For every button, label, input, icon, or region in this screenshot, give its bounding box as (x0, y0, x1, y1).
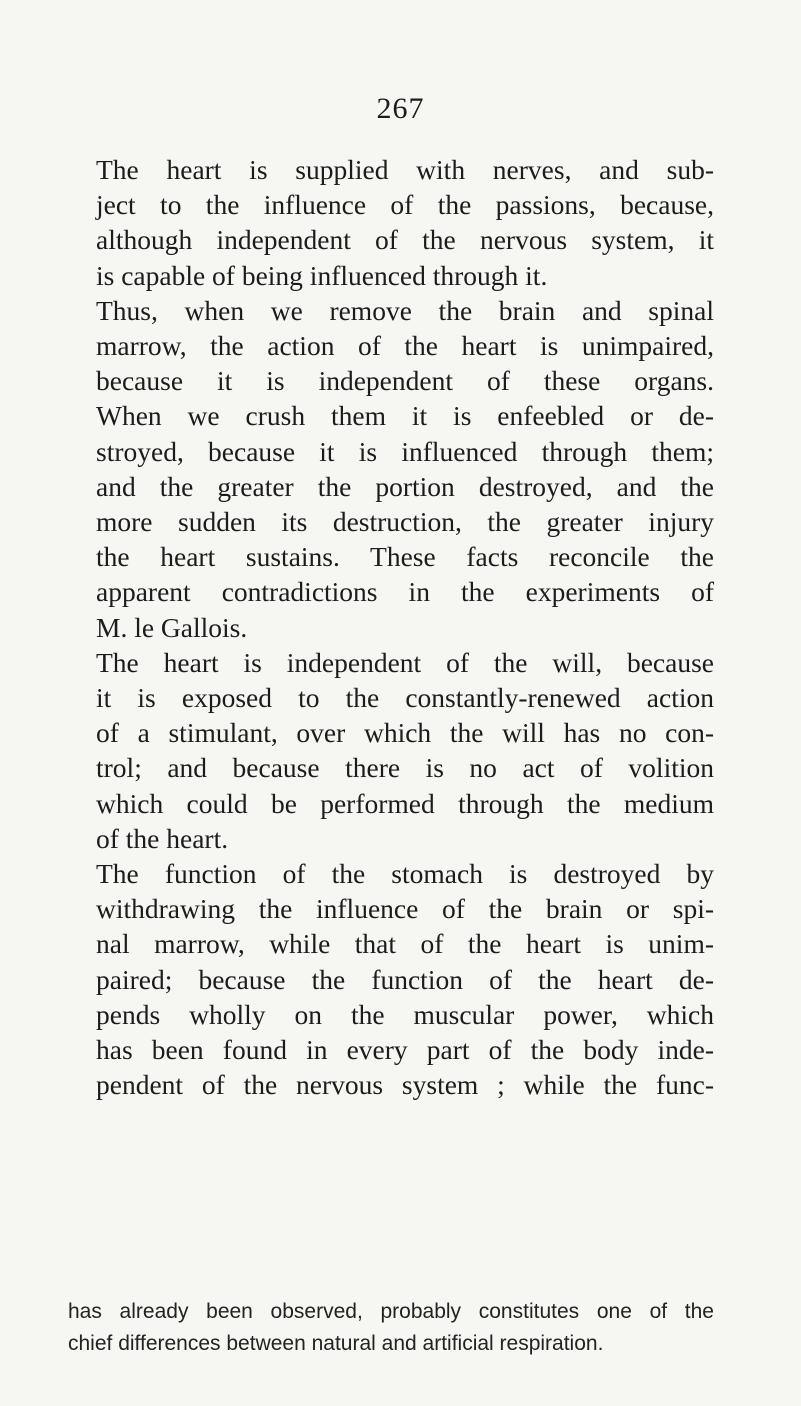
page-number: 267 (376, 92, 425, 125)
paragraph-1 (68, 152, 714, 293)
text-line: The heart is independent of the will, because (96, 646, 714, 678)
text-line: marrow, the action of the heart is unimpaired, (96, 330, 714, 362)
text-line: stroyed, because it is influenced through them; (96, 435, 714, 467)
body-text (68, 152, 714, 1102)
paragraph-2 (68, 293, 714, 645)
paragraph-3 (68, 645, 714, 856)
text-line: it is exposed to the constantly-renewed action (96, 682, 714, 714)
text-line: the heart sustains. These facts reconcile the (96, 541, 714, 573)
text-line: has been found in every part of the body inde- (96, 1034, 714, 1066)
text-line: pends wholly on the muscular power, which (96, 998, 714, 1030)
text-line: withdrawing the influence of the brain or spi- (96, 893, 714, 925)
text-line: more sudden its destruction, the greater injury (96, 506, 714, 538)
footnote-line: has already been observed, probably constitutes one of the (68, 1300, 714, 1323)
text-line: ject to the influence of the passions, because, (96, 189, 714, 221)
text-line: is capable of being influenced through it. (96, 259, 548, 291)
text-line: paired; because the function of the heart de- (96, 963, 714, 995)
text-line: When we crush them it is enfeebled or de- (96, 400, 714, 432)
text-line: The heart is supplied with nerves, and sub- (96, 154, 714, 185)
text-line: and the greater the portion destroyed, and the (96, 470, 714, 502)
text-line: pendent of the nervous system ; while the func- (96, 1069, 714, 1101)
footnote (68, 1296, 714, 1360)
text-line: Thus, when we remove the brain and spinal (96, 294, 714, 326)
text-line: although independent of the nervous system, it (96, 224, 714, 256)
text-line: because it is independent of these organs. (96, 365, 714, 397)
text-line: trol; and because there is no act of volition (96, 752, 714, 784)
text-line: which could be performed through the medium (96, 787, 714, 819)
text-line: of the heart. (96, 822, 229, 854)
footnote-line: chief differences between natural and artificial respiration. (68, 1332, 604, 1355)
text-line: The function of the stomach is destroyed by (96, 858, 714, 890)
text-line: M. le Gallois. (96, 611, 248, 643)
paragraph-4 (68, 856, 714, 1102)
text-line: apparent contradictions in the experiments of (96, 576, 714, 608)
text-line: of a stimulant, over which the will has no con- (96, 717, 714, 749)
text-line: nal marrow, while that of the heart is unim- (96, 928, 714, 960)
